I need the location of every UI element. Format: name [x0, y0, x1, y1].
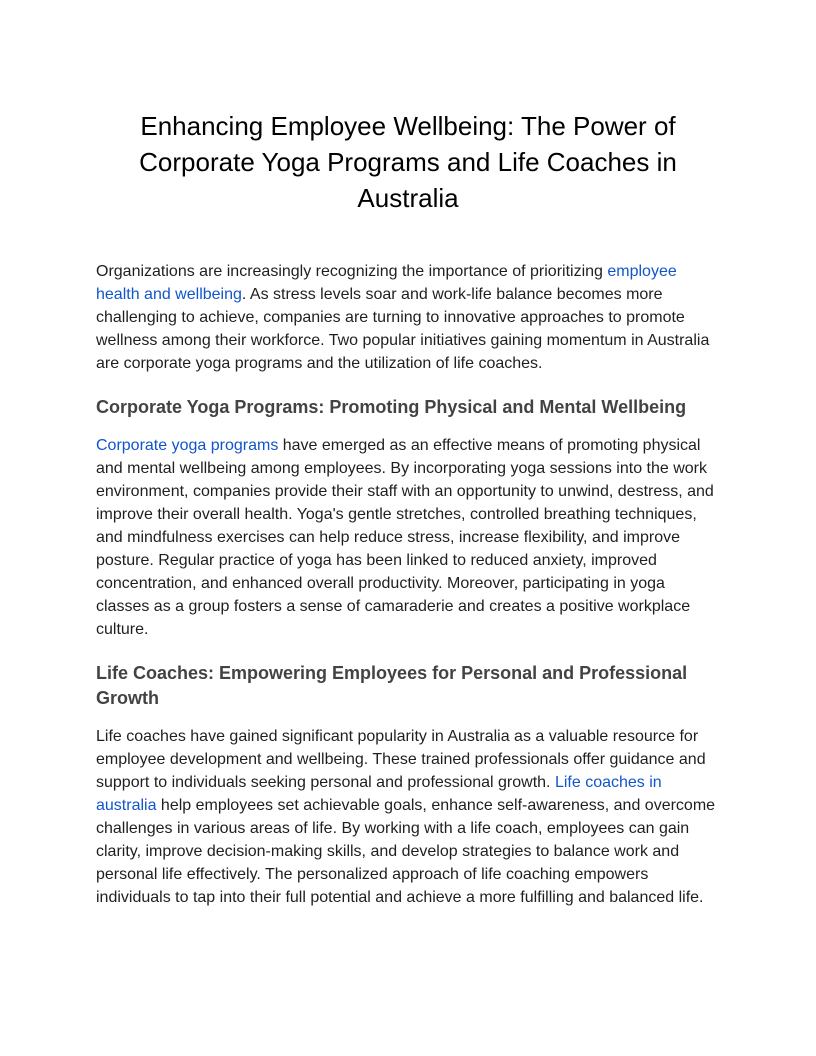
- employee-health-link[interactable]: employee health and wellbeing: [96, 263, 677, 303]
- life-coaches-australia-link[interactable]: Life coaches in australia: [96, 774, 662, 814]
- section-heading-life-coaches: Life Coaches: Empowering Employees for Personal and Professional Growth: [96, 663, 688, 708]
- intro-text-before: Organizations are increasingly recognizing the importance of prioritizing: [96, 263, 608, 280]
- page-title: Enhancing Employee Wellbeing: The Power of Corporate Yoga Programs and Life Coaches in Australia: [139, 111, 677, 213]
- section-heading-yoga: Corporate Yoga Programs: Promoting Physical and Mental Wellbeing: [96, 397, 687, 417]
- document-page: [96, 108, 720, 909]
- yoga-paragraph: [96, 434, 720, 641]
- corporate-yoga-link[interactable]: Corporate yoga programs: [96, 437, 279, 454]
- life-coaches-text-before: Life coaches have gained significant popularity in Australia as a valuable resource for employee development and wellbeing. These trained professionals offer guidance and support to individuals seeking personal and professional growth.: [96, 728, 706, 791]
- intro-text-after: . As stress levels soar and work-life balance becomes more challenging to achieve, companies are turning to innovative approaches to promote wellness among their workforce. Two popular initiatives gaining momentum in Australia are corporate yoga programs and the utilization of life coaches.: [96, 286, 710, 372]
- intro-paragraph: [96, 260, 720, 375]
- life-coaches-paragraph: [96, 725, 720, 909]
- life-coaches-text-after: help employees set achievable goals, enhance self-awareness, and overcome challenges in various areas of life. By working with a life coach, employees can gain clarity, improve decision-making skills, and develop strategies to balance work and personal life effectively. The personalized approach of life coaching empowers individuals to tap into their full potential and achieve a more fulfilling and balanced life.: [96, 797, 716, 906]
- yoga-text-after: have emerged as an effective means of promoting physical and mental wellbeing among employees. By incorporating yoga sessions into the work environment, companies provide their staff with an opportunity to unwind, destress, and improve their overall health. Yoga's gentle stretches, controlled breathing techniques, and mindfulness exercises can help reduce stress, increase flexibility, and improve posture. Regular practice of yoga has been linked to reduced anxiety, improved concentration, and enhanced overall productivity. Moreover, participating in yoga classes as a group fosters a sense of camaraderie and creates a positive workplace culture.: [96, 437, 714, 638]
